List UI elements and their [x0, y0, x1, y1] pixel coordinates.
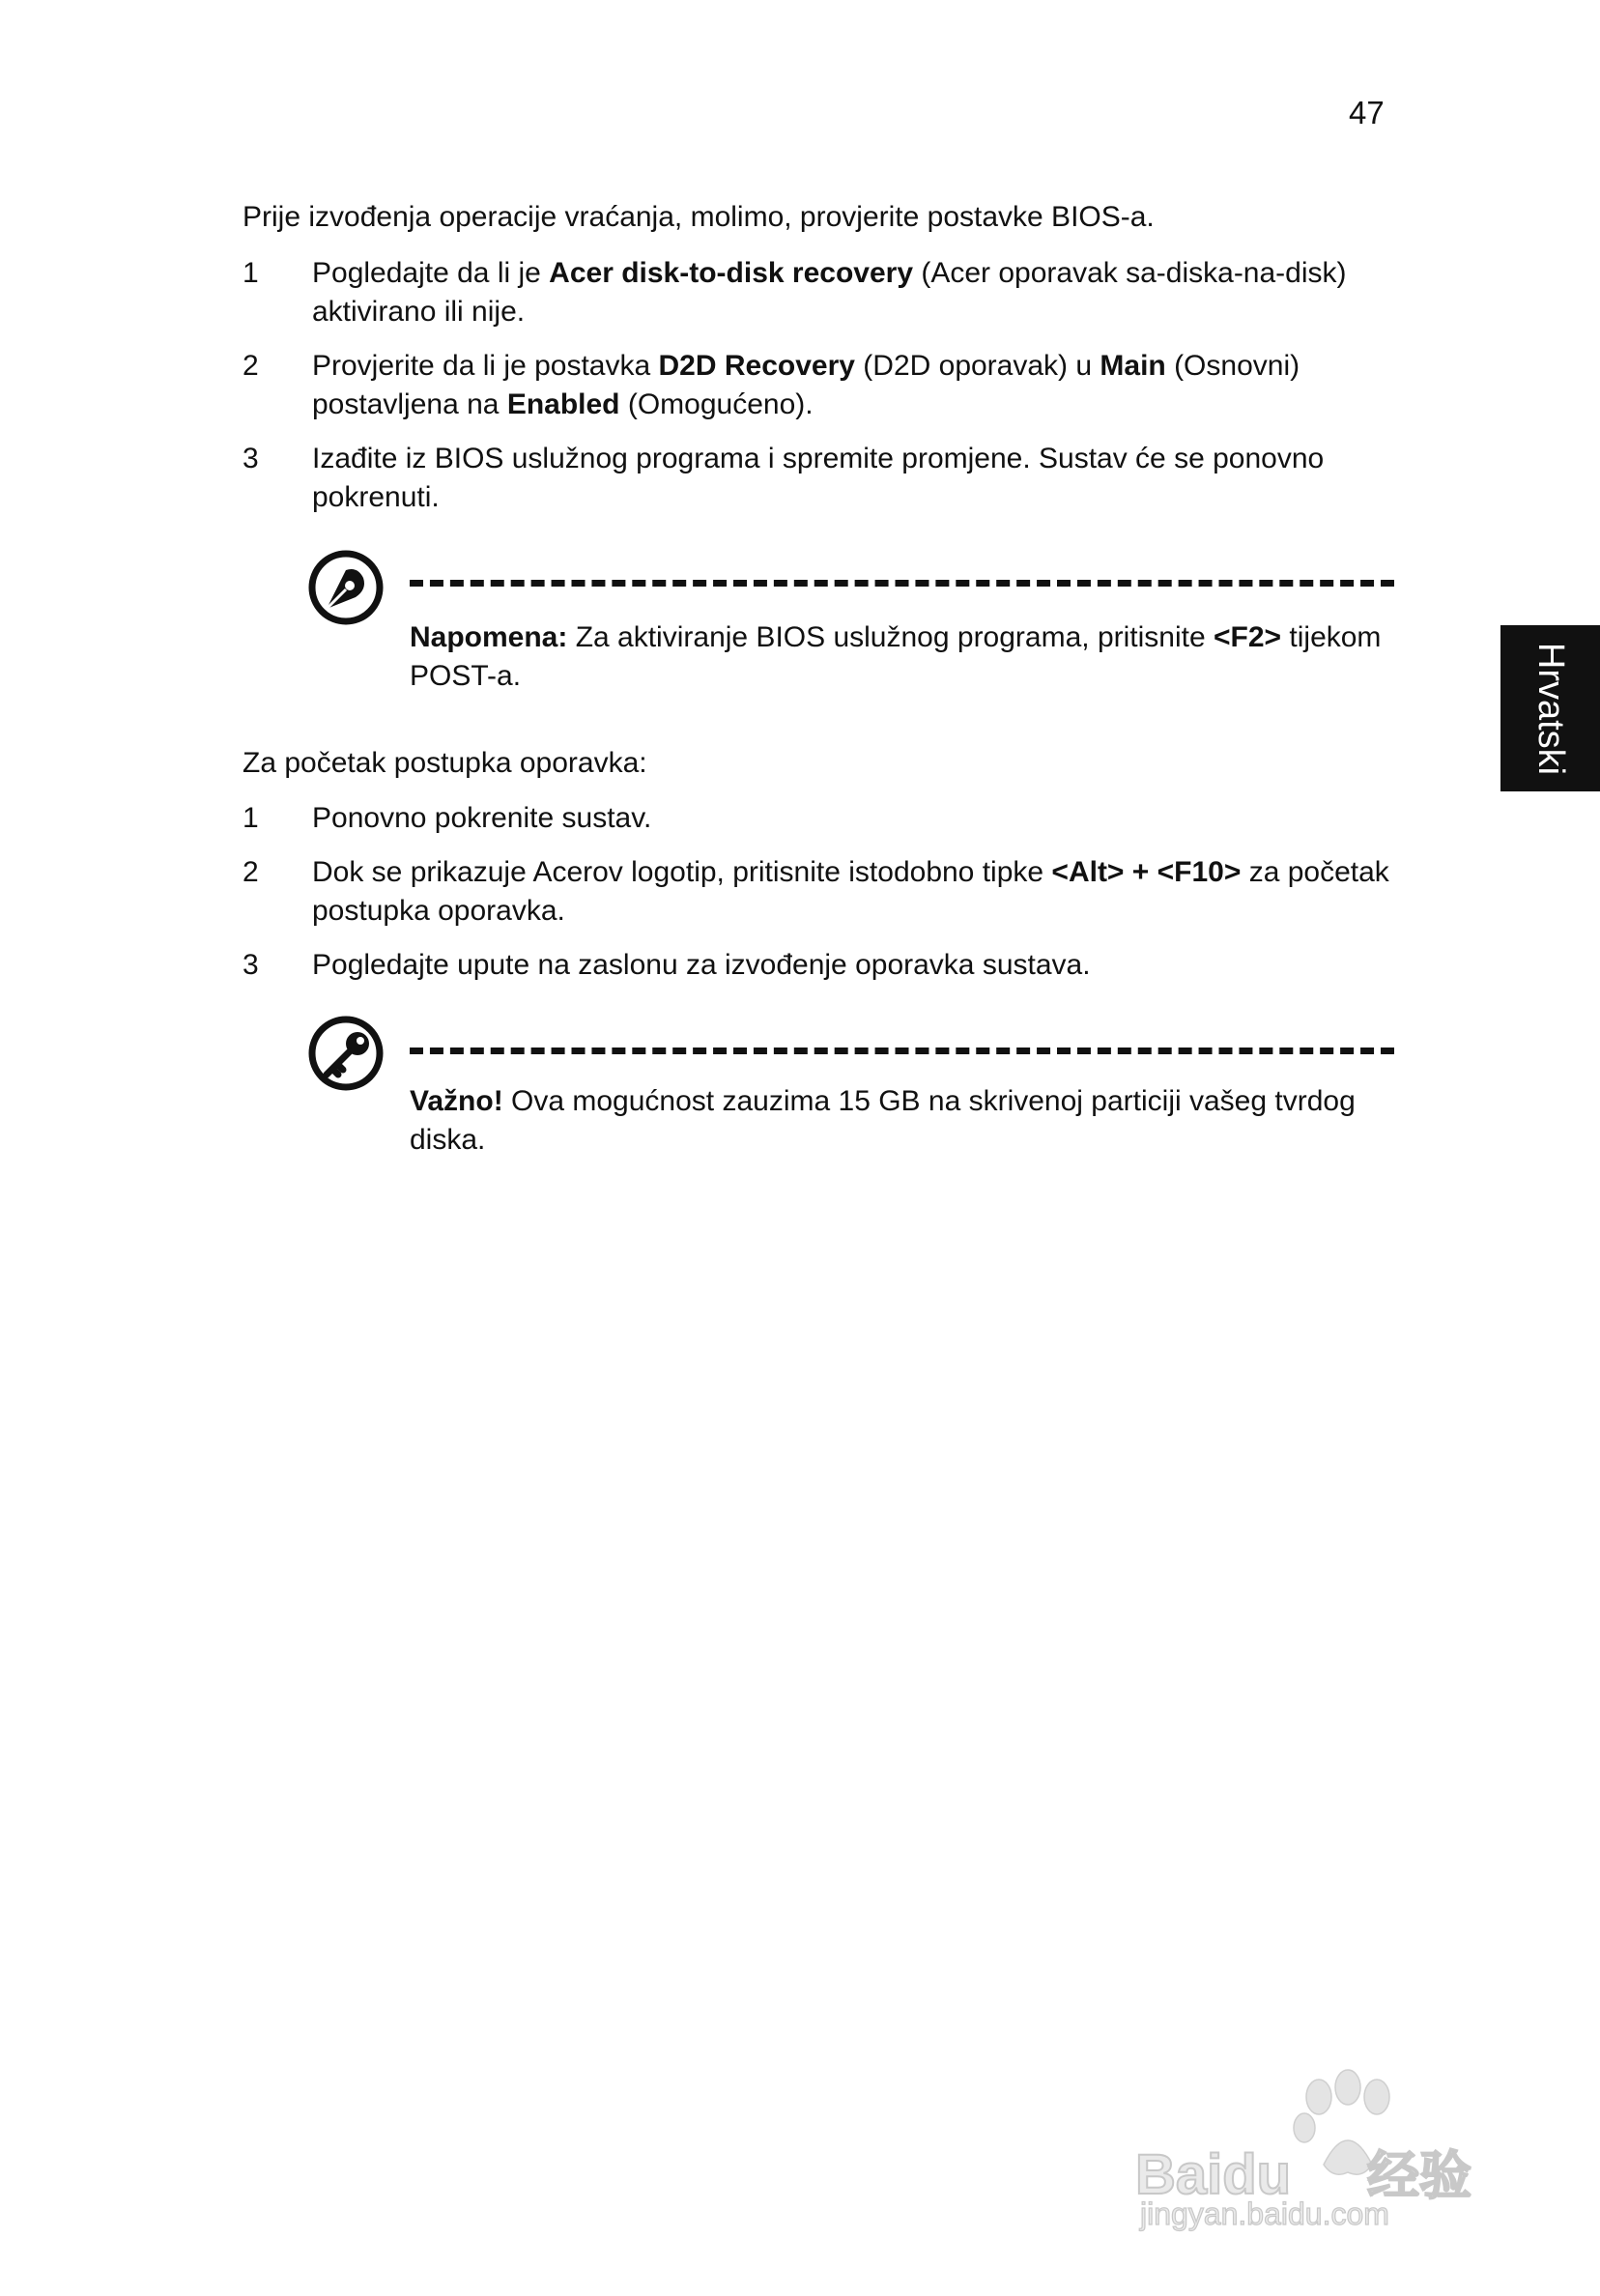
list-item: 2 Dok se prikazuje Acerov logotip, pritisnite istodobno tipke <Alt> + <F10> za početak postupka oporavka.	[243, 856, 1389, 927]
section2-intro: Za početak postupka oporavka:	[243, 747, 647, 779]
page-number: 47	[1349, 95, 1385, 130]
section1-intro: Prije izvođenja operacije vraćanja, molimo, provjerite postavke BIOS-a.	[243, 201, 1155, 233]
watermark-brand: Baidu	[1135, 2143, 1292, 2206]
list-item: 3 Pogledajte upute na zaslonu za izvođenje oporavka sustava.	[243, 949, 1091, 981]
important-text: Važno! Ova mogućnost zauzima 15 GB na skrivenoj particiji vašeg tvrdog diska.	[410, 1085, 1356, 1156]
bios-steps-list	[243, 254, 1392, 532]
list-item: 2 Provjerite da li je postavka D2D Recovery (D2D oporavak) u Main (Osnovni) postavljena na Enabled (Omogućeno).	[243, 350, 1300, 420]
list-item: 3 Izađite iz BIOS uslužnog programa i spremite promjene. Sustav će se ponovno pokrenuti.	[243, 443, 1325, 513]
key-icon	[307, 1015, 385, 1092]
important-box	[307, 1015, 1394, 1169]
divider	[410, 580, 1394, 587]
language-tab	[1500, 625, 1600, 791]
recovery-steps-list	[243, 799, 1392, 1000]
note-box	[307, 549, 1394, 703]
list-item: 1 Pogledajte da li je Acer disk-to-disk recovery (Acer oporavak sa-diska-na-disk) aktivirano ili nije.	[243, 257, 1347, 328]
divider	[410, 1048, 1394, 1054]
pen-nib-icon	[307, 549, 385, 626]
note-text: Napomena: Za aktiviranje BIOS uslužnog programa, pritisnite <F2> tijekom POST-a.	[410, 621, 1382, 692]
language-tab-label: Hrvatski	[1530, 642, 1572, 775]
list-item: 1 Ponovno pokrenite sustav.	[243, 802, 652, 834]
watermark-cn: 经验	[1367, 2145, 1471, 2206]
baidu-watermark	[1130, 2049, 1517, 2232]
watermark-url: jingyan.baidu.com	[1140, 2196, 1389, 2231]
